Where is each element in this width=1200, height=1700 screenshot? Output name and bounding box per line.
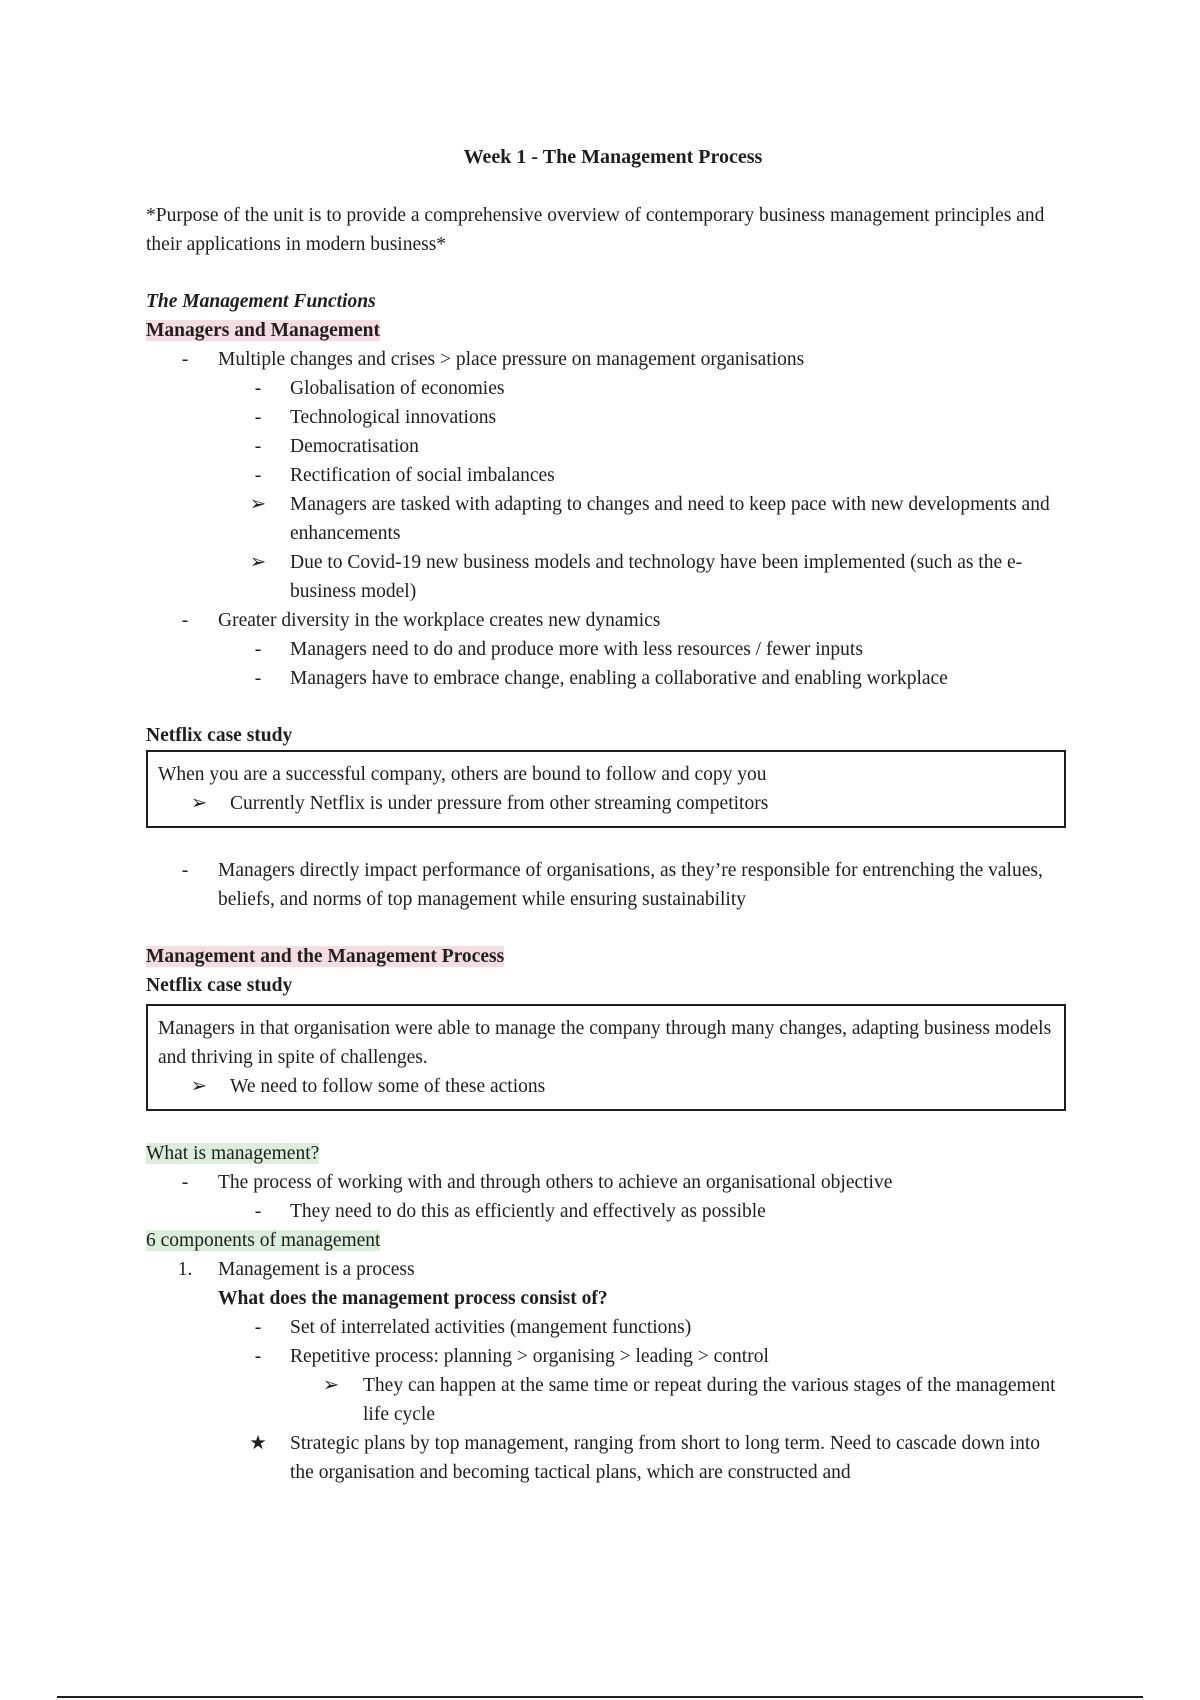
dash-bullet: - [254,639,262,660]
highlight-six-components: 6 components of management [146,1230,381,1251]
document-page [146,143,1066,1487]
case-study-text: Managers in that organisation were able to manage the company through many changes, adapting business models and thriving in spite of challenges. [158,1018,1052,1068]
list-item: - They need to do this as efficiently and effectively as possible [146,1197,1066,1226]
dash-bullet: - [254,407,262,428]
purpose-statement: *Purpose of the unit is to provide a comprehensive overview of contemporary business management principles and their applications in modern business* [146,205,1045,255]
dash-bullet: - [181,610,189,631]
subheading-question: What does the management process consist of? [218,1288,608,1309]
list-item: - Technological innovations [146,403,1066,432]
list-item: - Managers need to do and produce more with less resources / fewer inputs [146,635,1066,664]
numbered-item: 1. Management is a process [146,1255,1066,1284]
list-item: - Rectification of social imbalances [146,461,1066,490]
dash-bullet: - [181,1172,189,1193]
netflix-case-heading: Netflix case study [146,725,293,746]
list-item: - Multiple changes and crises > place pressure on management organisations [146,345,1066,374]
case-study-box-2 [146,1004,1066,1111]
list-item: ➢ We need to follow some of these actions [158,1072,1054,1101]
highlight-what-is-management: What is management? [146,1143,320,1164]
list-item: ➢ Due to Covid-19 new business models and technology have been implemented (such as the e-business model) [146,548,1066,606]
case-study-text: When you are a successful company, others are bound to follow and copy you [158,764,767,785]
dash-bullet: - [254,1346,262,1367]
list-item: ★ Strategic plans by top management, ranging from short to long term. Need to cascade down into the organisation and becoming tactical plans, which are constructed and [146,1429,1066,1487]
footer-divider [57,1696,1143,1698]
list-item: - Managers directly impact performance of organisations, as they’re responsible for entrenching the values, beliefs, and norms of top management while ensuring sustainability [146,856,1066,914]
list-item: ➢ Currently Netflix is under pressure from other streaming competitors [158,789,1054,818]
highlight-management-process: Management and the Management Process [146,946,505,967]
section-heading-management-functions: The Management Functions [146,291,376,312]
list-item: - The process of working with and through others to achieve an organisational objective [146,1168,1066,1197]
highlight-managers-and-management: Managers and Management [146,320,380,341]
case-study-box [146,750,1066,828]
page-title: Week 1 - The Management Process [463,146,763,168]
list-item: - Democratisation [146,432,1066,461]
arrow-bullet-icon: ➢ [249,494,267,515]
star-bullet-icon: ★ [249,1433,267,1454]
arrow-bullet-icon: ➢ [249,552,267,573]
netflix-case-heading-2: Netflix case study [146,975,293,996]
dash-bullet: - [254,436,262,457]
dash-bullet: - [254,1201,262,1222]
list-item: - Repetitive process: planning > organising > leading > control [146,1342,1066,1371]
number-marker: 1. [177,1259,193,1280]
dash-bullet: - [181,860,189,881]
dash-bullet: - [181,349,189,370]
list-item: - Managers have to embrace change, enabling a collaborative and enabling workplace [146,664,1066,693]
arrow-bullet-icon: ➢ [190,793,208,814]
dash-bullet: - [254,465,262,486]
list-item: - Globalisation of economies [146,374,1066,403]
dash-bullet: - [254,668,262,689]
list-item: - Greater diversity in the workplace creates new dynamics [146,606,1066,635]
list-item: ➢ They can happen at the same time or repeat during the various stages of the management life cycle [146,1371,1066,1429]
dash-bullet: - [254,1317,262,1338]
dash-bullet: - [254,378,262,399]
list-item: ➢ Managers are tasked with adapting to changes and need to keep pace with new developments and enhancements [146,490,1066,548]
arrow-bullet-icon: ➢ [322,1375,340,1396]
arrow-bullet-icon: ➢ [190,1076,208,1097]
list-item: - Set of interrelated activities (mangement functions) [146,1313,1066,1342]
